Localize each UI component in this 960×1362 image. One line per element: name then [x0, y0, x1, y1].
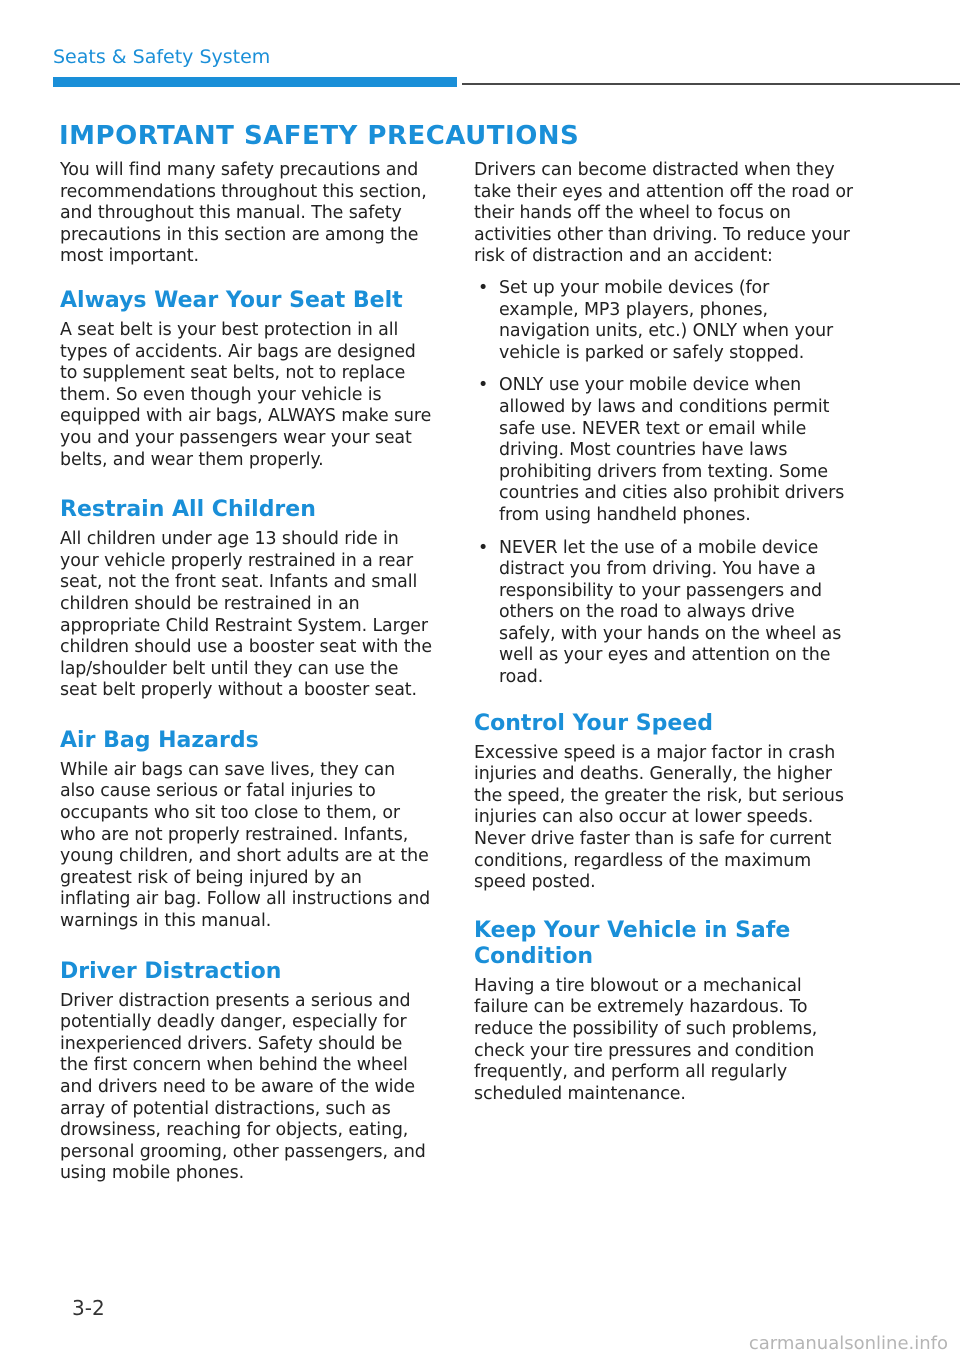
heading-driver-distraction: Driver Distraction [60, 958, 282, 984]
distraction-intro-paragraph: Drivers can become distracted when they take their eyes and attention off the road or their hands off the wheel to focus on activities other than driving. To reduce your risk of distraction and an accident: [474, 160, 853, 267]
heading-control-speed: Control Your Speed [474, 710, 713, 736]
intro-paragraph: You will find many safety precautions and recommendations throughout this section, and throughout this manual. The safety precautions in this section are among the most important. [60, 160, 427, 267]
paragraph-control-speed: Excessive speed is a major factor in crash injuries and deaths. Generally, the higher the speed, the greater the risk, but serious injuries can also occur at lower speeds. Never drive faster than is safe for current conditions, regardless of the maximum speed posted. [474, 742, 844, 893]
distraction-bullet-list [474, 278, 854, 689]
list-item [474, 538, 854, 689]
bullet-icon: • [478, 277, 489, 298]
header-divider-rule [462, 83, 960, 85]
paragraph-air-bag-hazards: While air bags can save lives, they can also cause serious or fatal injuries to occupants who sit too close to them, or who are not properly restrained. Infants, young children, and short adults are at the greatest risk of being injured by an inflating air bag. Follow all instructions and warnings in this manual. [60, 759, 431, 932]
bullet-icon: • [478, 375, 489, 396]
section-header: Seats & Safety System [53, 46, 271, 68]
heading-safe-condition: Keep Your Vehicle in Safe Condition [474, 917, 791, 969]
left-column [60, 160, 435, 1195]
bullet-text: ONLY use your mobile device when allowed by laws and conditions permit safe use. NEVER text or email while driving. Most countries have laws prohibiting drivers from texting. Some countries and cities also prohibit drivers from using handheld phones. [499, 375, 845, 525]
right-column [474, 160, 854, 1115]
heading-restrain-children: Restrain All Children [60, 497, 316, 523]
page-number: 3-2 [72, 1296, 105, 1320]
bullet-text: NEVER let the use of a mobile device distract you from driving. You have a responsibility to your passengers and others on the road to always drive safely, with your hands on the wheel as well as your eyes and attention on the road. [499, 537, 842, 688]
site-watermark: carmanualsonline.info [748, 1333, 948, 1354]
list-item [474, 278, 854, 364]
list-item [474, 375, 854, 526]
heading-seat-belt: Always Wear Your Seat Belt [60, 287, 403, 313]
bullet-icon: • [478, 537, 489, 558]
bullet-text: Set up your mobile devices (for example, MP3 players, phones, navigation units, etc.) ONLY when your vehicle is parked or safely stopped. [499, 277, 834, 363]
heading-air-bag-hazards: Air Bag Hazards [60, 727, 259, 753]
page-title: IMPORTANT SAFETY PRECAUTIONS [59, 121, 580, 151]
header-accent-rule [53, 77, 457, 87]
paragraph-driver-distraction: Driver distraction presents a serious and potentially deadly danger, especially for inexperienced drivers. Safety should be the first concern when behind the wheel and drivers need to be aware of the wide array of potential distractions, such as drowsiness, reaching for objects, eating, personal grooming, other passengers, and using mobile phones. [60, 990, 426, 1184]
paragraph-seat-belt: A seat belt is your best protection in all types of accidents. Air bags are designed to supplement seat belts, not to replace them. So even though your vehicle is equipped with air bags, ALWAYS make sure you and your passengers wear your seat belts, and wear them properly. [60, 319, 432, 470]
paragraph-restrain-children: All children under age 13 should ride in your vehicle properly restrained in a rear seat, not the front seat. Infants and small children should be restrained in an appropriate Child Restraint System. Larger children should use a booster seat with the lap/shoulder belt until they can use the seat belt properly without a booster seat. [60, 529, 432, 701]
paragraph-safe-condition: Having a tire blowout or a mechanical failure can be extremely hazardous. To reduce the possibility of such problems, check your tire pressures and condition frequently, and perform all regularly scheduled maintenance. [474, 975, 818, 1104]
